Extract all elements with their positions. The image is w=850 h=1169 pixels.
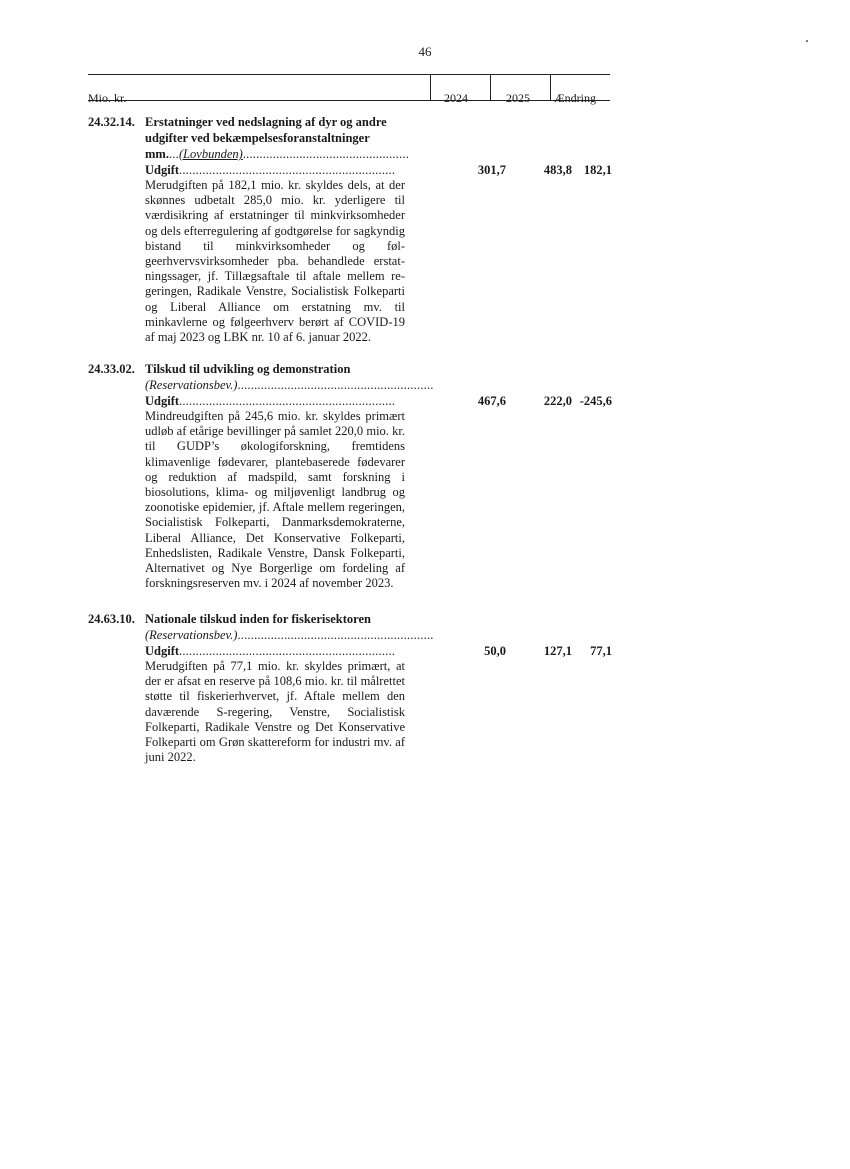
header-top-rule bbox=[88, 74, 610, 75]
entry-title: Erstatninger ved nedslagning af dyr og andre bbox=[145, 115, 387, 129]
udgift-label: Udgift bbox=[145, 644, 180, 658]
account-code: 24.32.14. bbox=[88, 115, 135, 129]
udgift-line bbox=[145, 393, 403, 409]
header-separator bbox=[490, 74, 491, 101]
entry-title: Tilskud til udvikling og demonstration bbox=[145, 362, 351, 376]
value-2025: 222,0 bbox=[543, 394, 572, 408]
udgift-line bbox=[145, 643, 403, 659]
value-change: 77,1 bbox=[590, 644, 612, 658]
appropriation-type: (Reservationsbev.) bbox=[145, 378, 238, 392]
entry-description: Merudgiften på 77,1 mio. kr. skyldes primært, at der er afsat en reserve på 108,6 mio. kr. til målrettet støtte til fiskerierhvervet, jf. Aftale mellem den daværende S-regering, Venstre, Socialistisk Folkeparti, Radikale Venstre og Det Konservative Folkeparti om Grøn skattereform for industri mv. af juni 2022. bbox=[145, 659, 405, 765]
appropriation-type: (Lovbunden) bbox=[178, 147, 243, 161]
column-2025-label: 2025 bbox=[506, 91, 530, 105]
dot-leader: ................................................................. bbox=[179, 644, 396, 658]
entry-title: udgifter ved bekæmpelsesforanstaltninger bbox=[145, 131, 370, 145]
value-2025: 127,1 bbox=[543, 644, 572, 658]
unit-label: Mio. kr. bbox=[88, 91, 127, 105]
entry-title: Nationale tilskud inden for fiskerisektoren bbox=[145, 612, 371, 626]
column-change-label: Ændring bbox=[554, 91, 596, 105]
entry-title: mm. bbox=[145, 147, 169, 161]
scan-speck bbox=[806, 40, 808, 42]
entry-body bbox=[145, 611, 434, 765]
account-code: 24.33.02. bbox=[88, 362, 135, 376]
header-bottom-rule bbox=[88, 100, 610, 101]
table-header bbox=[88, 74, 610, 105]
dot-leader: ................................................................. bbox=[179, 394, 396, 408]
udgift-label: Udgift bbox=[145, 163, 180, 177]
value-2024: 301,7 bbox=[477, 163, 506, 177]
subtitle-line: mm....(Lovbunden).................................................. bbox=[145, 147, 410, 161]
page-number: 46 bbox=[418, 44, 432, 59]
value-2024: 50,0 bbox=[484, 644, 506, 658]
value-change: -245,6 bbox=[579, 394, 612, 408]
subtitle-line bbox=[145, 627, 434, 643]
value-2024: 467,6 bbox=[477, 394, 506, 408]
dot-leader: .................................................. bbox=[242, 147, 410, 161]
header-separator bbox=[550, 74, 551, 101]
dot-leader: ........................................................... bbox=[237, 628, 434, 642]
appropriation-type: (Reservationsbev.) bbox=[145, 628, 238, 642]
value-change: 182,1 bbox=[583, 163, 612, 177]
header-separator bbox=[430, 74, 431, 101]
udgift-label: Udgift bbox=[145, 394, 180, 408]
dot-leader: ........................................................... bbox=[237, 378, 434, 392]
udgift-line bbox=[145, 162, 403, 178]
entry-body bbox=[145, 361, 434, 591]
entry-body bbox=[145, 114, 410, 345]
column-2024-label: 2024 bbox=[444, 91, 468, 105]
value-2025: 483,8 bbox=[543, 163, 572, 177]
subtitle-line bbox=[145, 377, 434, 393]
entry-description: Merudgiften på 182,1 mio. kr. skyldes dels, at der skønnes udbetalt 285,0 mio. kr. yderligere til værdisikring af erstatninger til minkvirksomheder og dels efterregulering af godtgørelse for sagkyndig bistand til minkvirksomheder og følgeerhvervsvirksomheder pba. behandlede erstatningssager, jf. Tillægsaftale til aftale mellem regeringen, Radikale Venstre, Socialistisk Folkeparti og Liberal Alliance om erstatning mv. til minkavlerne og følgeerhverv berørt af COVID-19 af maj 2023 og LBK nr. 10 af 6. januar 2022. bbox=[145, 178, 405, 345]
dot-leader: ................................................................. bbox=[179, 163, 396, 177]
account-code: 24.63.10. bbox=[88, 612, 135, 626]
entry-description: Mindreudgiften på 245,6 mio. kr. skyldes primært udløb af etårige bevillinger på samlet 220,0 mio. kr. til GUDP’s økologiforskning, fremtidens klimavenlige fødevarer, plantebaserede fødevarer og reduktion af madspild, samt forskning i biosolutions, klima- og miljøvenligt landbrug og zoonotiske epidemier, jf. Aftale mellem regeringen, Socialistisk Folkeparti, Danmarksdemokraterne, Liberal Alliance, Det Konservative Folkeparti, Enhedslisten, Radikale Venstre, Dansk Folkeparti, Alternativet og Nye Borgerlige om fordeling af forskningsreserven mv. i 2024 af november 2023. bbox=[145, 409, 405, 591]
